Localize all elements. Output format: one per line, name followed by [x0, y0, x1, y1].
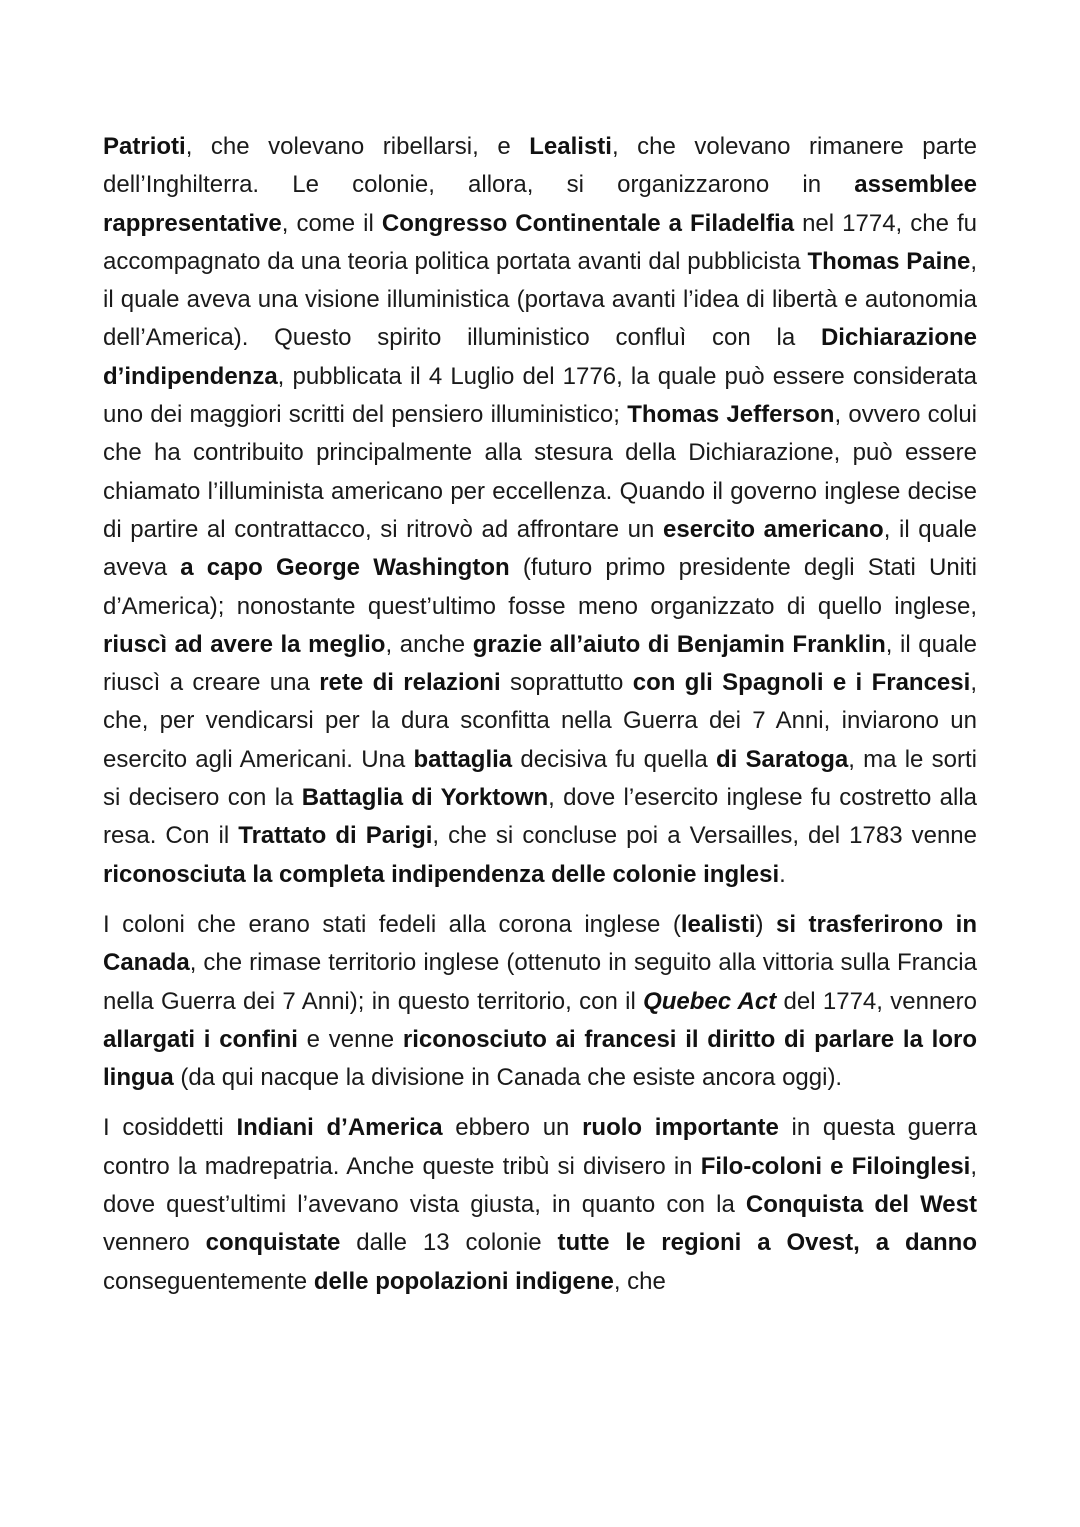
bold-text: assemblee rappresentative — [103, 171, 977, 237]
bold-italic-text: Quebec Act — [643, 987, 777, 1015]
bold-text: grazie all’aiuto di Benjamin Franklin — [472, 630, 886, 658]
text-run: in questa guerra contro la madrepatria. Anche queste tribù si divisero in — [103, 1114, 978, 1180]
text-run: , il quale aveva una visione illuministica (portava avanti l’idea di libertà e autonomia dell’America). Questo spirito illuministico confluì con la — [103, 247, 978, 352]
bold-text: di Saratoga — [715, 745, 849, 773]
bold-text: Indiani d’America — [236, 1114, 443, 1142]
text-run: , dove quest’ultimi l’avevano vista giusta, in quanto con la — [103, 1152, 978, 1219]
text-run: , il quale aveva — [103, 515, 978, 582]
text-run: , che — [613, 1267, 666, 1295]
bold-text: riconosciuto ai francesi il diritto di parlare la loro lingua — [103, 1025, 977, 1092]
text-run: , che volevano rimanere parte dell’Inghilterra. Le colonie, allora, si organizzarono in — [103, 133, 977, 199]
text-run: , il quale riuscì a creare una — [103, 630, 977, 697]
text-run: ebbero un — [442, 1114, 583, 1142]
text-run: I coloni che erano stati fedeli alla corona inglese ( — [103, 910, 681, 938]
text-run: soprattutto — [500, 669, 633, 697]
text-run: I cosiddetti — [103, 1114, 237, 1142]
bold-text: Thomas Paine — [807, 247, 971, 275]
bold-text: battaglia — [413, 745, 513, 773]
bold-text: lealisti — [680, 910, 756, 938]
bold-text: riuscì ad avere la meglio — [103, 630, 386, 658]
text-run: e venne — [297, 1025, 403, 1053]
bold-text: Thomas Jefferson — [627, 401, 835, 429]
text-run: conseguentemente — [103, 1267, 314, 1295]
bold-text: si trasferirono in Canada — [103, 910, 977, 977]
bold-text: allargati i confini — [103, 1025, 298, 1053]
bold-text: conquistate — [205, 1229, 341, 1257]
bold-text: a capo George Washington — [180, 554, 510, 582]
bold-text: Patrioti — [103, 133, 186, 160]
text-run: vennero — [103, 1229, 206, 1257]
text-run: , come il — [281, 209, 382, 237]
text-run: , ma le sorti si decisero con la — [103, 745, 977, 812]
text-run: , pubblicata il 4 Luglio del 1776, la quale può essere considerata uno dei maggiori scritti del pensiero illuministico; — [103, 362, 977, 429]
bold-text: Filo-coloni e Filoinglesi — [700, 1152, 971, 1180]
bold-text: Dichiarazione d’indipendenza — [103, 324, 977, 390]
bold-text: tutte le regioni a Ovest, a danno — [557, 1229, 977, 1257]
text-run: . — [779, 860, 786, 888]
text-run: , che, per vendicarsi per la dura sconfitta nella Guerra dei 7 Anni, inviarono un esercito agli Americani. Una — [103, 669, 977, 773]
text-run: (futuro primo presidente degli Stati Uniti d’America); nonostante quest’ultimo fosse meno organizzato di quello inglese, — [103, 554, 978, 620]
emphasis-run — [643, 988, 776, 1015]
text-run: , che volevano ribellarsi, e — [185, 133, 530, 160]
bold-text: delle popolazioni indigene — [313, 1267, 614, 1295]
text-run: , ovvero colui che ha contribuito principalmente alla stesura della Dichiarazione, può essere chiamato l’illuminista americano per eccellenza. Quando il governo inglese decise di partire al contrattacco, si ritrovò ad affrontare un — [103, 401, 978, 543]
text-run: ) — [755, 910, 777, 938]
text-run: del 1774, vennero — [776, 987, 977, 1015]
text-run: , che rimase territorio inglese (ottenuto in seguito alla vittoria sulla Francia nella Guerra dei 7 Anni); in questo territorio, con il — [103, 949, 977, 1015]
bold-text: Congresso Continentale a Filadelfia — [381, 209, 795, 237]
text-run: , anche — [385, 630, 473, 658]
bold-text: ruolo importante — [582, 1114, 779, 1142]
text-run: nel 1774, che fu accompagnato da una teoria politica portata avanti dal pubblicista — [103, 209, 977, 275]
document-page — [103, 128, 977, 1313]
bold-text: esercito americano — [663, 515, 884, 543]
text-run: (da qui nacque la divisione in Canada che esiste ancora oggi). — [173, 1064, 843, 1092]
paragraph-native-americans — [103, 1109, 977, 1300]
paragraph-loyalists-canada — [103, 906, 977, 1097]
paragraph-american-revolution — [103, 128, 977, 894]
bold-text: Conquista del West — [745, 1191, 977, 1219]
bold-text: riconosciuta la completa indipendenza delle colonie inglesi — [103, 860, 780, 888]
bold-text: Lealisti — [529, 133, 612, 160]
text-run: decisiva fu quella — [512, 745, 716, 773]
text-run: , che si concluse poi a Versailles, del 1783 venne — [432, 822, 977, 850]
bold-text: con gli Spagnoli e i Francesi — [632, 669, 971, 697]
bold-text: rete di relazioni — [319, 669, 501, 697]
bold-text: Trattato di Parigi — [238, 822, 433, 850]
text-run: dalle 13 colonie — [340, 1229, 558, 1257]
text-run: , dove l’esercito inglese fu costretto alla resa. Con il — [103, 784, 977, 850]
bold-text: Battaglia di Yorktown — [301, 784, 549, 812]
